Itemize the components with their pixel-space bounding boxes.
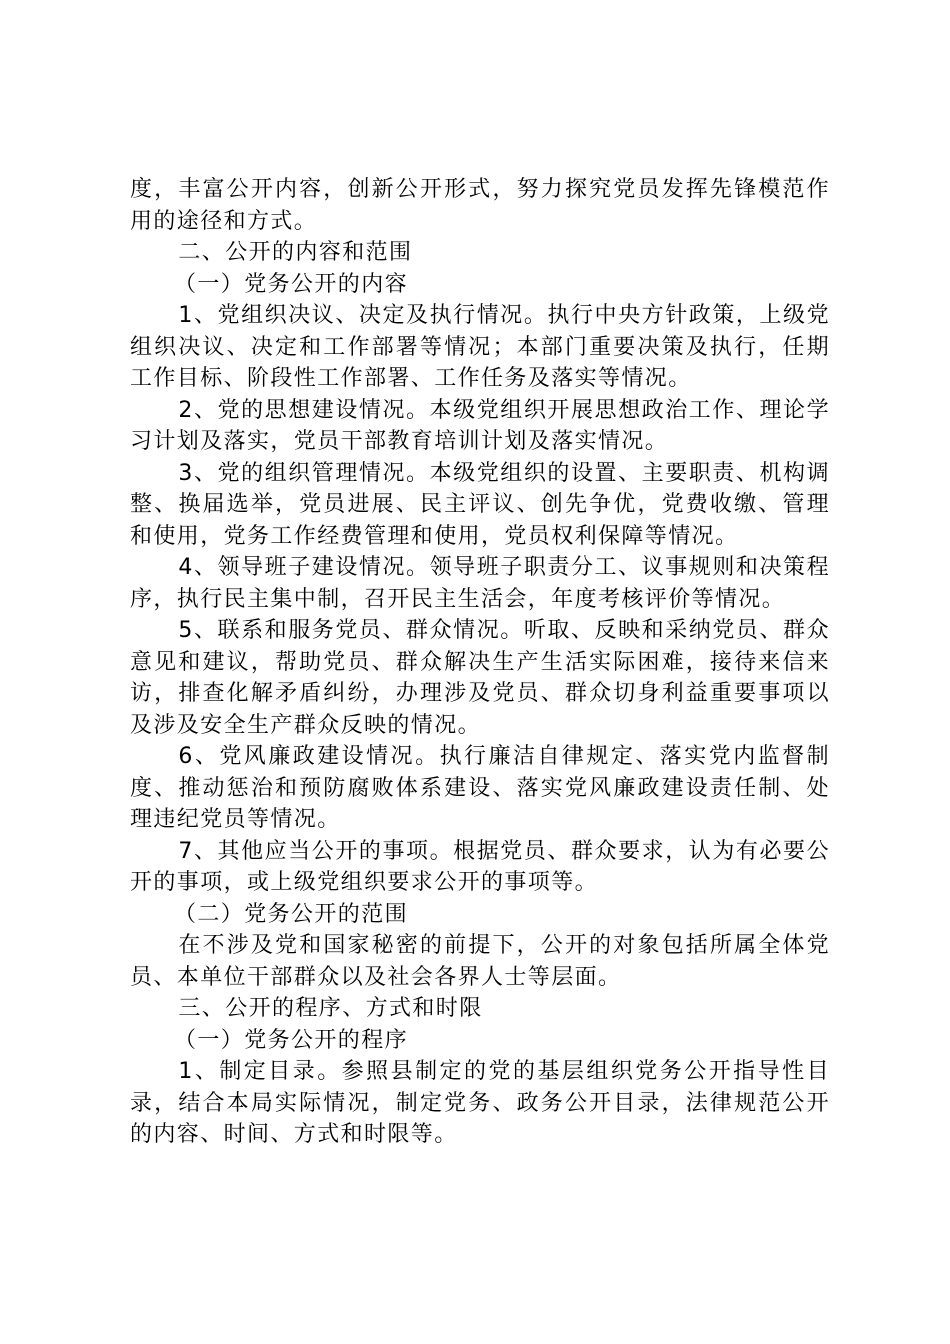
item-6-paragraph <box>130 741 830 836</box>
item-1-body: 执行中央方针政策，上级党组织决议、决定和工作部署等情况；本部门重要决策及执行，任期工作目标、阶段性工作部署、工作任务及落实等情况。 <box>130 303 830 391</box>
item-4-paragraph <box>130 552 830 615</box>
item-1-paragraph <box>130 300 830 395</box>
item-7-paragraph <box>130 836 830 899</box>
item-2-paragraph <box>130 395 830 458</box>
section-2-heading: 二、公开的内容和范围 <box>178 240 413 265</box>
item-6-lead: 6、党风廉政建设情况。 <box>178 744 440 769</box>
procedure-1-body: 参照县制定的党的基层组织党务公开指导性目录，结合本局实际情况，制定党务、政务公开目录，法律规范公开的内容、时间、方式和时限等。 <box>130 1059 830 1147</box>
scope-paragraph: 在不涉及党和国家秘密的前提下，公开的对象包括所属全体党员、本单位干部群众以及社会各界人士等层面。 <box>130 933 830 990</box>
item-5-body: 听取、反映和采纳党员、群众意见和建议，帮助党员、群众解决生产生活实际困难，接待来信来访，排查化解矛盾纠纷，办理涉及党员、群众切身利益重要事项以及涉及安全生产群众反映的情况。 <box>130 618 831 738</box>
item-2-body: 本级党组织开展思想政治工作、理论学习计划及落实，党员干部教育培训计划及落实情况。 <box>130 397 830 454</box>
procedure-1-paragraph <box>130 1056 830 1151</box>
item-5-lead: 5、联系和服务党员、群众情况。 <box>178 618 524 643</box>
section-2-sub2-heading: （二）党务公开的范围 <box>174 901 409 927</box>
item-4-body: 领导班子职责分工、议事规则和决策程序，执行民主集中制，召开民主生活会，年度考核评价等情况。 <box>130 555 830 612</box>
item-1-lead: 1、党组织决议、决定及执行情况。 <box>178 303 548 328</box>
item-2-lead: 2、党的思想建设情况。 <box>178 397 430 423</box>
section-2-sub1-heading: （一）党务公开的内容 <box>174 271 409 297</box>
intro-paragraph: 度，丰富公开内容，创新公开形式，努力探究党员发挥先锋模范作用的途径和方式。 <box>130 177 830 234</box>
item-6-body: 执行廉洁自律规定、落实党内监督制度、推动惩治和预防腐败体系建设、落实党风廉政建设责任制、处理违纪党员等情况。 <box>130 744 831 832</box>
procedure-1-lead: 1、制定目录。 <box>178 1059 342 1084</box>
item-5-paragraph <box>130 615 830 741</box>
item-7-lead: 7、其他应当公开的事项。 <box>178 838 454 864</box>
item-7-body: 根据党员、群众要求，认为有必要公开的事项，或上级党组织要求公开的事项等。 <box>130 838 830 895</box>
item-4-lead: 4、领导班子建设情况。 <box>178 555 430 580</box>
section-3-sub1-heading: （一）党务公开的程序 <box>174 1027 409 1053</box>
item-3-lead: 3、党的组织管理情况。 <box>178 460 430 486</box>
item-3-paragraph <box>130 458 830 553</box>
item-3-body: 本级党组织的设置、主要职责、机构调整、换届选举，党员进展、民主评议、创先争优，党费收缴、管理和使用，党务工作经费管理和使用，党员权利保障等情况。 <box>130 460 830 549</box>
section-3-heading: 三、公开的程序、方式和时限 <box>178 996 483 1021</box>
document-page <box>130 174 830 1151</box>
